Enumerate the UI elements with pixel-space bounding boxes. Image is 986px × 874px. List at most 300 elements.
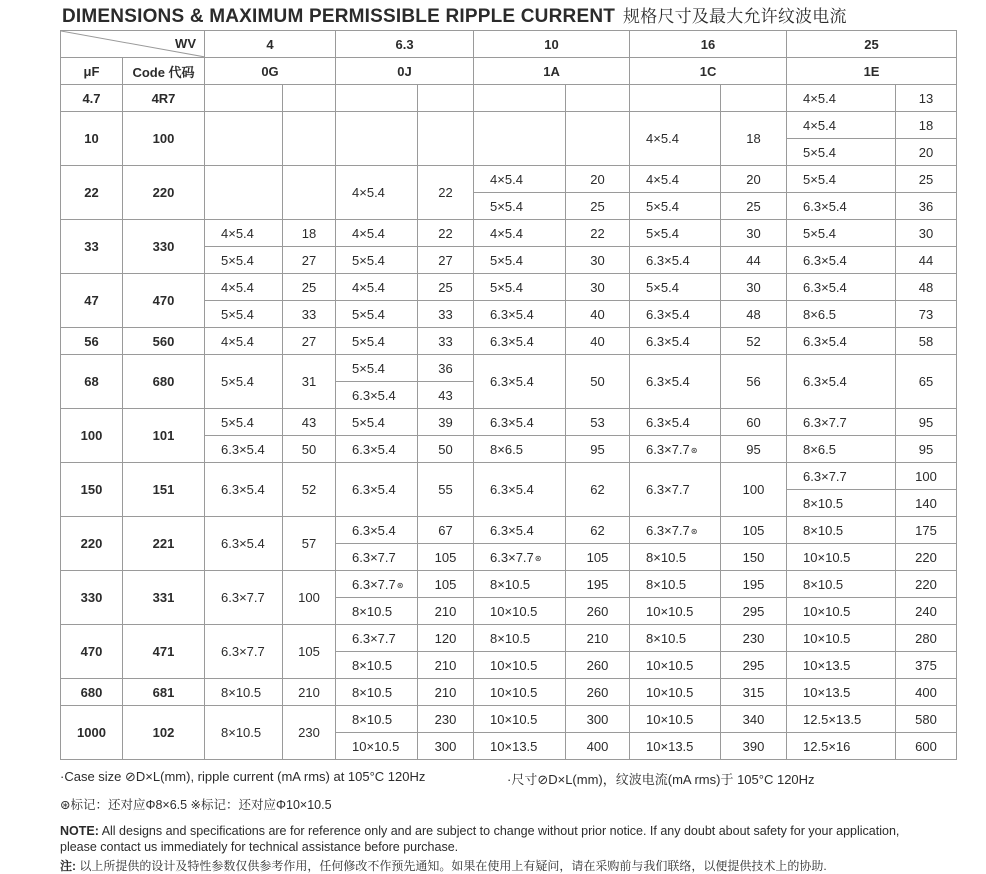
case-size-value: 8×10.5 [490,630,531,646]
case-size-cell [474,274,566,301]
ripple-current-cell: 31 [283,355,336,409]
ripple-current-cell: 210 [418,652,474,679]
case-size-note-cn: ·尺寸⊘D×L(mm)，纹波电流(mA rms)于 105°C 120Hz [507,772,815,787]
case-size-note-en: ·Case size ⊘D×L(mm), ripple current (mA rms) at 105°C 120Hz [60,769,426,784]
case-size-value: 6.3×7.7 [490,549,534,565]
case-size-value: 10×10.5 [352,738,400,754]
case-size-cell [787,193,896,220]
case-size-value: 5×5.4 [646,225,679,241]
case-size-cell [630,247,721,274]
capacitance-code-cell: 470 [123,274,205,328]
case-size-value: 6.3×5.4 [490,414,534,430]
case-size-cell [630,409,721,436]
wv-label: WV [175,36,196,51]
ripple-current-cell: 27 [283,247,336,274]
title-en: DIMENSIONS & MAXIMUM PERMISSIBLE RIPPLE CURRENT [62,6,616,27]
case-size-value: 10×10.5 [646,603,694,619]
case-size-value: 10×13.5 [803,657,851,673]
case-size-cell [336,571,418,598]
case-size-value: 6.3×7.7 [803,468,847,484]
empty-cell [205,166,283,220]
ripple-current-cell: 95 [896,409,957,436]
ripple-current-cell: 52 [721,328,787,355]
case-size-value: 4×5.4 [352,225,385,241]
ripple-current-cell: 400 [566,733,630,760]
empty-cell [205,85,283,112]
case-size-cell [787,166,896,193]
table-row [61,463,957,490]
case-size-value: 6.3×5.4 [221,482,265,497]
empty-cell [336,85,418,112]
empty-cell [418,112,474,166]
capacitance-code-cell: 151 [123,463,205,517]
ripple-current-cell: 105 [566,544,630,571]
ripple-current-cell: 33 [418,328,474,355]
ripple-current-cell: 100 [283,571,336,625]
capacitance-code-cell: 560 [123,328,205,355]
phi8-mark-icon: ⊛ [690,445,698,455]
case-size-cell [787,436,896,463]
ripple-current-cell: 260 [566,679,630,706]
capacitance-cell: 4.7 [61,85,123,112]
case-size-cell [787,139,896,166]
header-row-code [61,58,957,85]
ripple-current-cell: 210 [418,679,474,706]
ripple-current-cell: 25 [283,274,336,301]
case-size-value: 10×10.5 [490,657,538,673]
ripple-current-cell: 25 [418,274,474,301]
ripple-current-cell: 36 [896,193,957,220]
capacitance-cell: 680 [61,679,123,706]
ripple-current-cell: 18 [721,112,787,166]
table-row [61,355,957,382]
ripple-current-cell: 50 [418,436,474,463]
capacitance-cell: 150 [61,463,123,517]
case-size-cell [474,598,566,625]
case-size-value: 10×10.5 [490,684,538,700]
capacitance-cell: 68 [61,355,123,409]
voltage-header: 4 [205,31,336,58]
case-size-cell [336,274,418,301]
case-size-cell [474,247,566,274]
note-en-line-2: please contact us immediately for technical assistance before purchase. [60,840,459,854]
case-size-value: 8×10.5 [352,684,393,700]
ripple-current-cell: 260 [566,652,630,679]
case-size-cell [630,571,721,598]
case-size-value: 6.3×5.4 [490,306,534,322]
case-size-value: 8×10.5 [646,549,687,565]
ripple-current-cell: 230 [283,706,336,760]
ripple-current-cell: 230 [721,625,787,652]
ripple-current-cell: 67 [418,517,474,544]
ripple-current-cell: 210 [566,625,630,652]
case-size-cell [630,166,721,193]
ripple-current-cell: 260 [566,598,630,625]
ripple-current-cell: 50 [566,355,630,409]
case-size-cell [336,220,418,247]
ripple-current-cell: 195 [721,571,787,598]
title-cn: 规格尺寸及最大允许纹波电流 [623,7,847,26]
case-size-cell [205,220,283,247]
ripple-current-cell: 43 [418,382,474,409]
ripple-current-cell: 95 [896,436,957,463]
case-size-cell [474,355,566,409]
case-size-cell [787,598,896,625]
header-row-voltage [61,31,957,58]
case-size-cell [205,463,283,517]
case-size-value: 10×10.5 [646,684,694,700]
case-size-cell [205,436,283,463]
code-label: Code 代码 [123,58,205,85]
ripple-current-cell: 22 [566,220,630,247]
case-size-cell [205,679,283,706]
case-size-cell [630,733,721,760]
case-size-value: 6.3×5.4 [352,522,396,538]
case-size-cell [474,409,566,436]
empty-cell [205,112,283,166]
case-size-value: 5×5.4 [221,374,254,389]
ripple-current-cell: 65 [896,355,957,409]
case-size-value: 6.3×5.4 [490,333,534,349]
table-row [61,166,957,193]
case-size-value: 4×5.4 [490,225,523,241]
capacitance-cell: 330 [61,571,123,625]
case-size-cell [787,652,896,679]
case-size-cell [205,355,283,409]
case-size-cell [787,85,896,112]
capacitance-code-cell: 221 [123,517,205,571]
case-size-value: 5×5.4 [803,171,836,187]
case-size-cell [630,544,721,571]
case-size-cell [787,571,896,598]
case-size-cell [474,193,566,220]
ripple-current-cell: 40 [566,301,630,328]
ripple-current-cell: 600 [896,733,957,760]
case-size-cell [630,679,721,706]
case-size-cell [630,463,721,517]
ripple-current-cell: 295 [721,652,787,679]
case-size-value: 4×5.4 [803,90,836,106]
case-size-value: 6.3×5.4 [803,252,847,268]
case-size-cell [474,625,566,652]
case-size-cell [787,274,896,301]
case-size-cell [787,409,896,436]
case-size-value: 8×10.5 [352,711,393,727]
case-size-value: 6.3×7.7 [803,414,847,430]
case-size-value: 10×10.5 [646,711,694,727]
table-row [61,85,957,112]
case-size-value: 4×5.4 [803,117,836,133]
ripple-current-cell: 280 [896,625,957,652]
case-size-value: 4×5.4 [646,171,679,187]
table-row [61,517,957,544]
case-size-value: 6.3×5.4 [803,374,847,389]
ripple-current-cell: 30 [566,247,630,274]
case-size-value: 6.3×5.4 [221,536,265,551]
case-size-value: 6.3×7.7 [646,522,690,538]
ripple-current-cell: 140 [896,490,957,517]
case-size-value: 5×5.4 [221,414,254,430]
empty-cell [283,166,336,220]
case-size-value: 6.3×5.4 [803,279,847,295]
case-size-cell [474,166,566,193]
ripple-current-cell: 44 [896,247,957,274]
table-row [61,706,957,733]
case-size-cell [205,274,283,301]
case-size-cell [474,706,566,733]
ripple-current-cell: 95 [566,436,630,463]
note-en-line-1 [60,824,899,838]
case-size-value: 4×5.4 [352,185,385,200]
case-size-value: 5×5.4 [352,360,385,376]
case-size-value: 10×13.5 [490,738,538,754]
case-size-value: 6.3×5.4 [490,374,534,389]
ripple-current-cell: 315 [721,679,787,706]
ripple-current-cell: 25 [566,193,630,220]
case-size-value: 6.3×5.4 [352,387,396,403]
ripple-current-cell: 105 [721,517,787,544]
ripple-current-cell: 55 [418,463,474,517]
case-size-value: 5×5.4 [490,198,523,214]
ripple-current-cell: 18 [283,220,336,247]
case-size-value: 8×10.5 [221,684,262,700]
case-size-cell [205,328,283,355]
case-size-value: 8×10.5 [221,725,262,740]
ripple-current-cell: 25 [896,166,957,193]
capacitance-code-cell: 220 [123,166,205,220]
case-size-value: 5×5.4 [646,198,679,214]
empty-cell [566,112,630,166]
phi8-mark-icon: ⊛ [534,553,542,563]
ripple-current-cell: 295 [721,598,787,625]
case-size-value: 4×5.4 [221,225,254,241]
ripple-current-cell: 300 [418,733,474,760]
case-size-cell [630,220,721,247]
ripple-current-cell: 30 [721,220,787,247]
ripple-current-cell: 58 [896,328,957,355]
capacitance-code-cell: 4R7 [123,85,205,112]
capacitance-code-cell: 680 [123,355,205,409]
case-size-value: 6.3×5.4 [221,441,265,457]
table-row [61,112,957,139]
case-size-cell [787,328,896,355]
phi8-mark-icon: ⊛ [690,526,698,536]
empty-cell [474,112,566,166]
ripple-current-cell: 57 [283,517,336,571]
case-size-value: 6.3×7.7 [352,576,396,592]
note-en-text-1: All designs and specifications are for reference only and are subject to change without prior notice. If any doubt about safety for your application, [101,824,900,838]
case-size-value: 6.3×5.4 [490,522,534,538]
case-size-cell [630,517,721,544]
ripple-current-cell: 150 [721,544,787,571]
empty-cell [474,85,566,112]
ripple-current-cell: 375 [896,652,957,679]
case-size-value: 5×5.4 [352,333,385,349]
note-label: NOTE: [60,824,99,838]
case-size-cell [787,517,896,544]
empty-cell [418,85,474,112]
case-size-value: 10×10.5 [803,603,851,619]
ripple-current-cell: 40 [566,328,630,355]
ripple-current-cell: 13 [896,85,957,112]
ripple-current-cell: 27 [418,247,474,274]
uf-label: μF [61,58,123,85]
case-size-cell [336,652,418,679]
ripple-current-cell: 30 [566,274,630,301]
capacitance-cell: 47 [61,274,123,328]
case-size-cell [630,301,721,328]
capacitance-cell: 22 [61,166,123,220]
ripple-current-cell: 39 [418,409,474,436]
case-size-cell [336,598,418,625]
case-size-cell [336,247,418,274]
table-row [61,328,957,355]
capacitance-cell: 220 [61,517,123,571]
case-size-value: 8×10.5 [352,603,393,619]
case-size-cell [474,544,566,571]
ripple-current-cell: 44 [721,247,787,274]
case-size-value: 10×13.5 [803,684,851,700]
capacitance-code-cell: 471 [123,625,205,679]
ripple-current-cell: 62 [566,517,630,544]
capacitance-cell: 100 [61,409,123,463]
mark-note: ⊛标记：还对应Φ8×6.5 ※标记：还对应Φ10×10.5 [60,798,332,812]
case-size-cell [787,463,896,490]
voltage-header: 10 [474,31,630,58]
case-size-value: 6.3×5.4 [646,333,690,349]
case-size-value: 5×5.4 [646,279,679,295]
note-cn-line [60,857,827,874]
case-size-cell [336,463,418,517]
case-size-cell [630,274,721,301]
case-size-value: 6.3×5.4 [803,333,847,349]
case-size-value: 5×5.4 [352,306,385,322]
ripple-current-cell: 48 [721,301,787,328]
case-size-cell [474,652,566,679]
case-size-cell [336,355,418,382]
case-size-value: 6.3×7.7 [352,549,396,565]
capacitance-code-cell: 330 [123,220,205,274]
case-size-value: 6.3×7.7 [646,441,690,457]
case-size-value: 6.3×5.4 [352,441,396,457]
case-size-value: 4×5.4 [221,279,254,295]
case-size-cell [630,706,721,733]
case-size-value: 8×10.5 [803,495,844,511]
case-size-value: 12.5×16 [803,738,851,754]
case-size-value: 6.3×7.7 [221,590,265,605]
ripple-current-cell: 36 [418,355,474,382]
case-size-cell [336,328,418,355]
case-size-value: 8×10.5 [352,657,393,673]
case-size-value: 8×10.5 [803,522,844,538]
ripple-current-cell: 340 [721,706,787,733]
case-size-cell [336,517,418,544]
ripple-current-cell: 20 [896,139,957,166]
case-size-cell [474,463,566,517]
ripple-current-cell: 100 [721,463,787,517]
note-cn-label: 注: [60,859,76,873]
table-row [61,409,957,436]
case-size-value: 8×10.5 [646,630,687,646]
ripple-current-cell: 62 [566,463,630,517]
ripple-current-cell: 580 [896,706,957,733]
ripple-current-cell: 25 [721,193,787,220]
case-size-cell [787,220,896,247]
ripple-current-cell: 33 [418,301,474,328]
case-size-cell [474,733,566,760]
ripple-current-cell: 27 [283,328,336,355]
case-size-cell [336,382,418,409]
ripple-current-cell: 105 [418,544,474,571]
capacitance-cell: 1000 [61,706,123,760]
case-size-cell [474,517,566,544]
voltage-code-header: 1A [474,58,630,85]
ripple-current-cell: 390 [721,733,787,760]
case-size-value: 10×10.5 [490,603,538,619]
case-size-value: 8×10.5 [803,576,844,592]
case-size-cell [630,652,721,679]
ripple-current-cell: 43 [283,409,336,436]
ripple-current-cell: 230 [418,706,474,733]
voltage-code-header: 0J [336,58,474,85]
case-size-cell [787,301,896,328]
capacitance-code-cell: 101 [123,409,205,463]
case-size-value: 8×6.5 [490,441,523,457]
case-size-value: 6.3×5.4 [646,306,690,322]
ripple-current-cell: 30 [721,274,787,301]
case-size-cell [630,328,721,355]
ripple-current-cell: 220 [896,544,957,571]
ripple-current-cell: 400 [896,679,957,706]
case-size-value: 5×5.4 [352,252,385,268]
case-size-cell [787,733,896,760]
case-size-value: 6.3×5.4 [490,482,534,497]
case-size-note [60,769,815,787]
voltage-code-header: 1E [787,58,957,85]
voltage-header: 16 [630,31,787,58]
case-size-cell [787,706,896,733]
case-size-cell [336,301,418,328]
ripple-current-cell: 53 [566,409,630,436]
capacitance-code-cell: 681 [123,679,205,706]
table-row [61,571,957,598]
empty-cell [336,112,418,166]
case-size-value: 12.5×13.5 [803,711,862,727]
case-size-cell [336,733,418,760]
empty-cell [566,85,630,112]
ripple-current-cell: 48 [896,274,957,301]
case-size-value: 6.3×5.4 [803,198,847,214]
case-size-cell [630,355,721,409]
note-cn-text: 以上所提供的设计及特性参数仅供参考作用，任何修改不作预先通知。如果在使用上有疑问，请在采购前与我们联络，以便提供技术上的协助. [79,859,827,873]
case-size-cell [336,679,418,706]
ripple-current-cell: 30 [896,220,957,247]
case-size-value: 5×5.4 [221,306,254,322]
case-size-value: 8×6.5 [803,441,836,457]
case-size-value: 5×5.4 [803,144,836,160]
case-size-cell [336,706,418,733]
ripple-current-cell: 50 [283,436,336,463]
voltage-code-header: 1C [630,58,787,85]
case-size-value: 6.3×5.4 [646,414,690,430]
case-size-value: 4×5.4 [490,171,523,187]
empty-cell [721,85,787,112]
case-size-value: 10×10.5 [803,630,851,646]
case-size-value: 10×10.5 [803,549,851,565]
ripple-current-cell: 95 [721,436,787,463]
case-size-value: 10×13.5 [646,738,694,754]
case-size-cell [474,328,566,355]
